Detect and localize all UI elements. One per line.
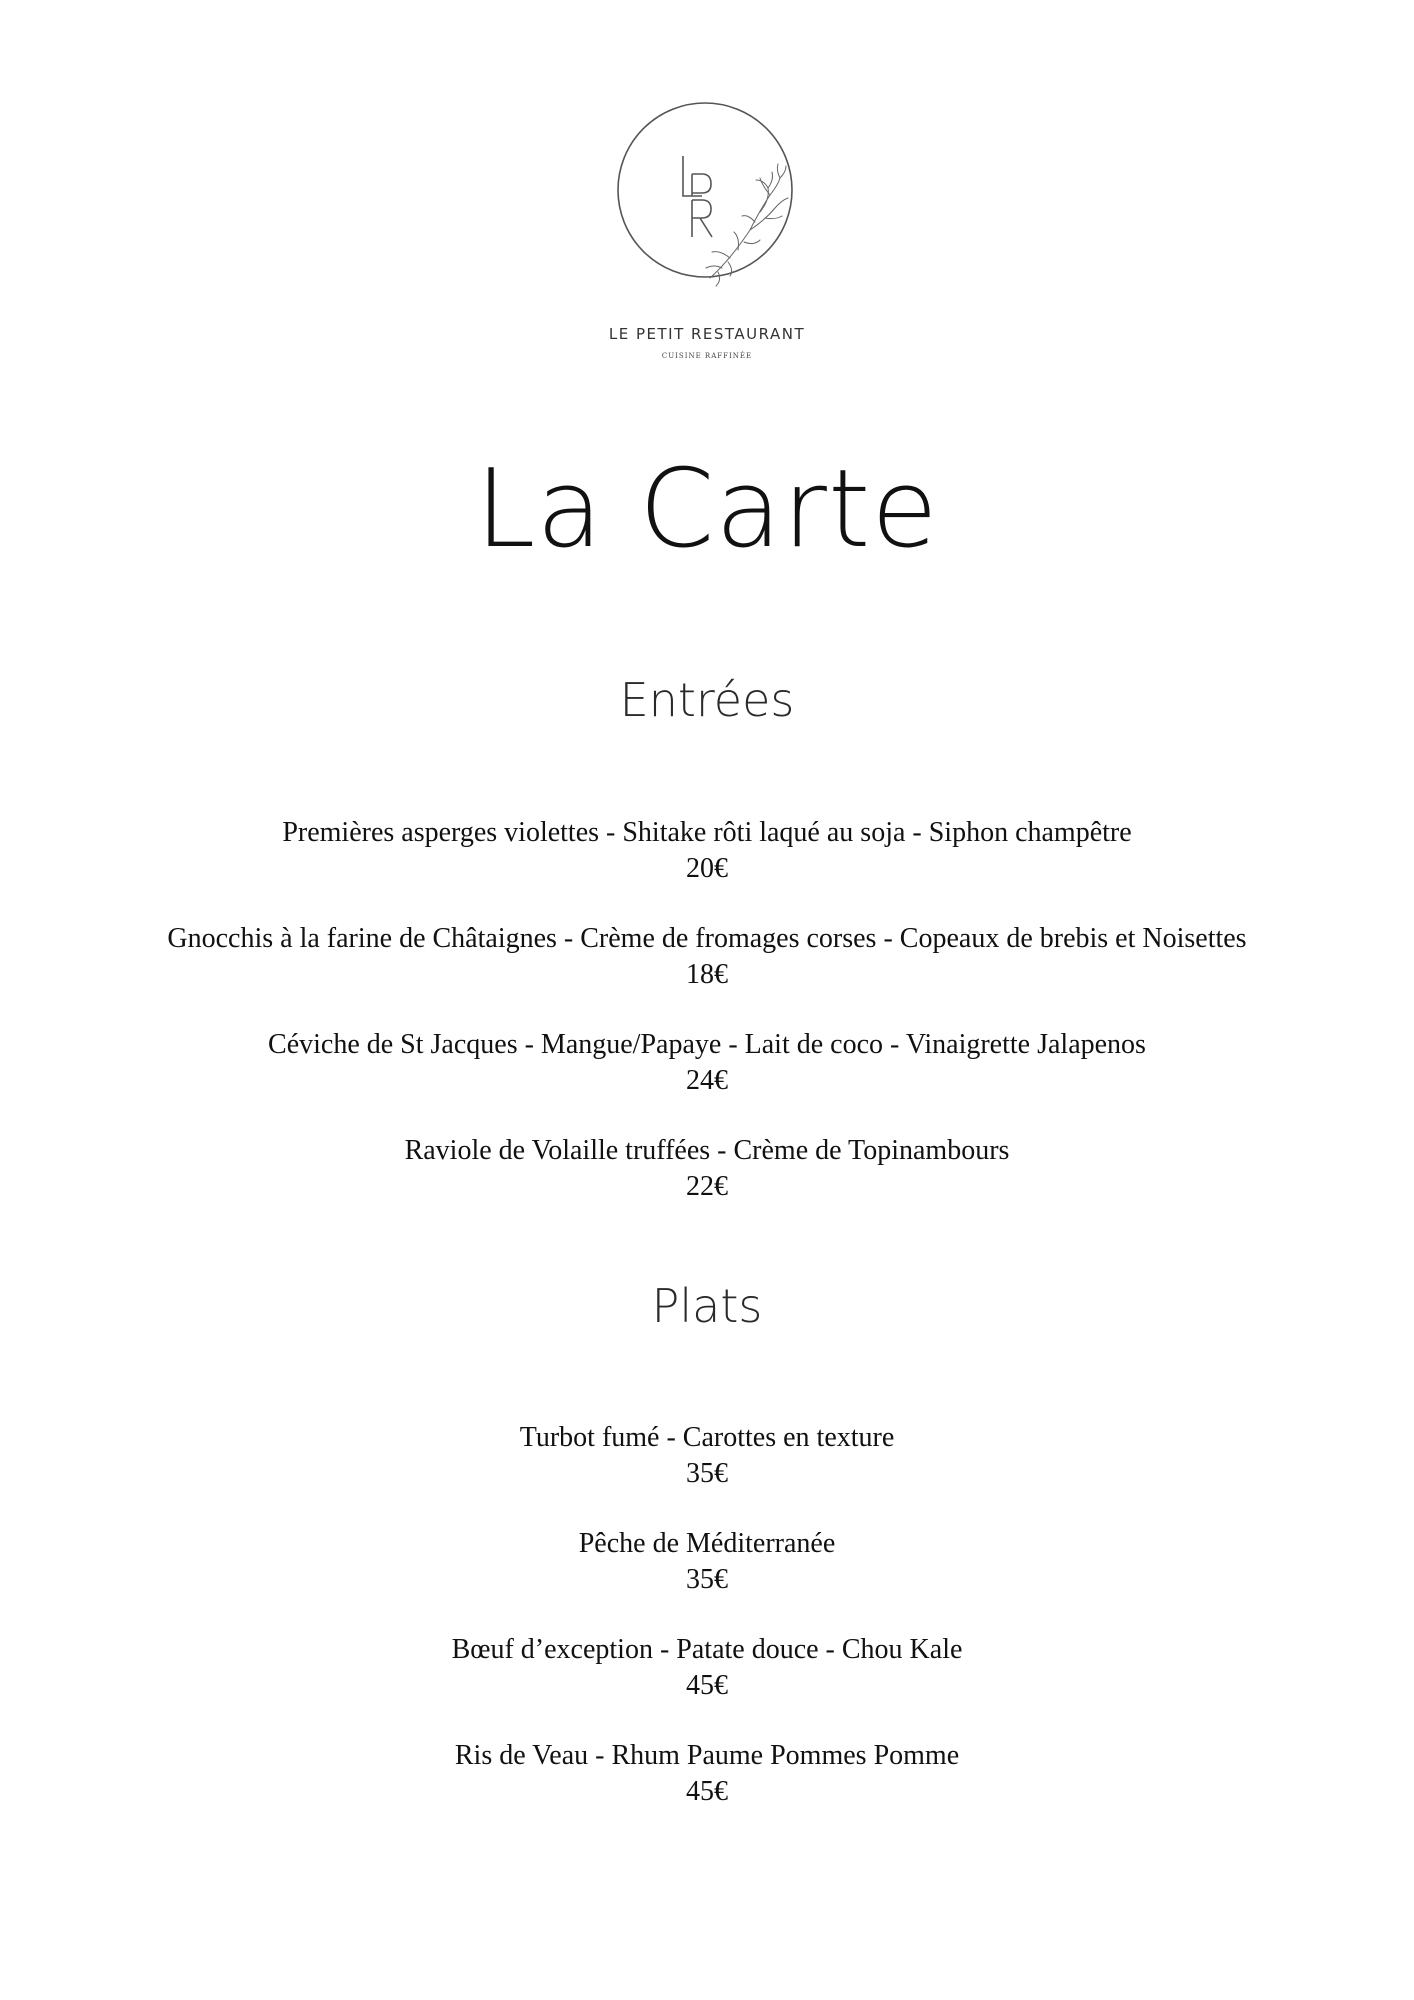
menu-item	[0, 1526, 1414, 1598]
dish-name: Turbot fumé - Carottes en texture	[519, 1422, 895, 1453]
section-heading-entrees: Entrées	[619, 673, 795, 727]
dish-name: Premières asperges violettes - Shitake rôti laqué au soja - Siphon champêtre	[282, 817, 1132, 848]
brand-name: LE PETIT RESTAURANT	[608, 325, 806, 343]
dish-name: Bœuf d’exception - Patate douce - Chou Kale	[451, 1634, 963, 1665]
dish-name: Céviche de St Jacques - Mangue/Papaye - Lait de coco - Vinaigrette Jalapenos	[268, 1029, 1146, 1060]
dish-price: 22€	[686, 1171, 728, 1202]
dish-name: Ris de Veau - Rhum Paume Pommes Pomme	[454, 1740, 960, 1771]
dish-price: 35€	[686, 1564, 728, 1595]
menu-item	[0, 815, 1414, 887]
menu-item	[0, 1632, 1414, 1704]
menu-item	[0, 1027, 1414, 1099]
dish-price: 35€	[686, 1458, 728, 1489]
monogram-circle-coral-icon	[610, 100, 820, 300]
section-heading-plats: Plats	[651, 1279, 763, 1333]
dish-price: 18€	[686, 959, 728, 990]
dish-name: Gnocchis à la farine de Châtaignes - Crème de fromages corses - Copeaux de brebis et Noisettes	[167, 923, 1247, 954]
menu-item	[0, 1133, 1414, 1205]
brand-tagline: CUISINE RAFFINÉE	[661, 352, 753, 360]
dish-name: Pêche de Méditerranée	[578, 1528, 836, 1559]
menu-item	[0, 1738, 1414, 1810]
dish-price: 45€	[686, 1670, 728, 1701]
dish-price: 24€	[686, 1065, 728, 1096]
menu-item	[0, 1420, 1414, 1492]
page-title: La Carte	[475, 447, 939, 572]
restaurant-logo	[0, 100, 1414, 370]
dish-price: 20€	[686, 853, 728, 884]
menu-item	[0, 921, 1414, 993]
dish-name: Raviole de Volaille truffées - Crème de Topinambours	[404, 1135, 1010, 1166]
dish-price: 45€	[686, 1776, 728, 1807]
